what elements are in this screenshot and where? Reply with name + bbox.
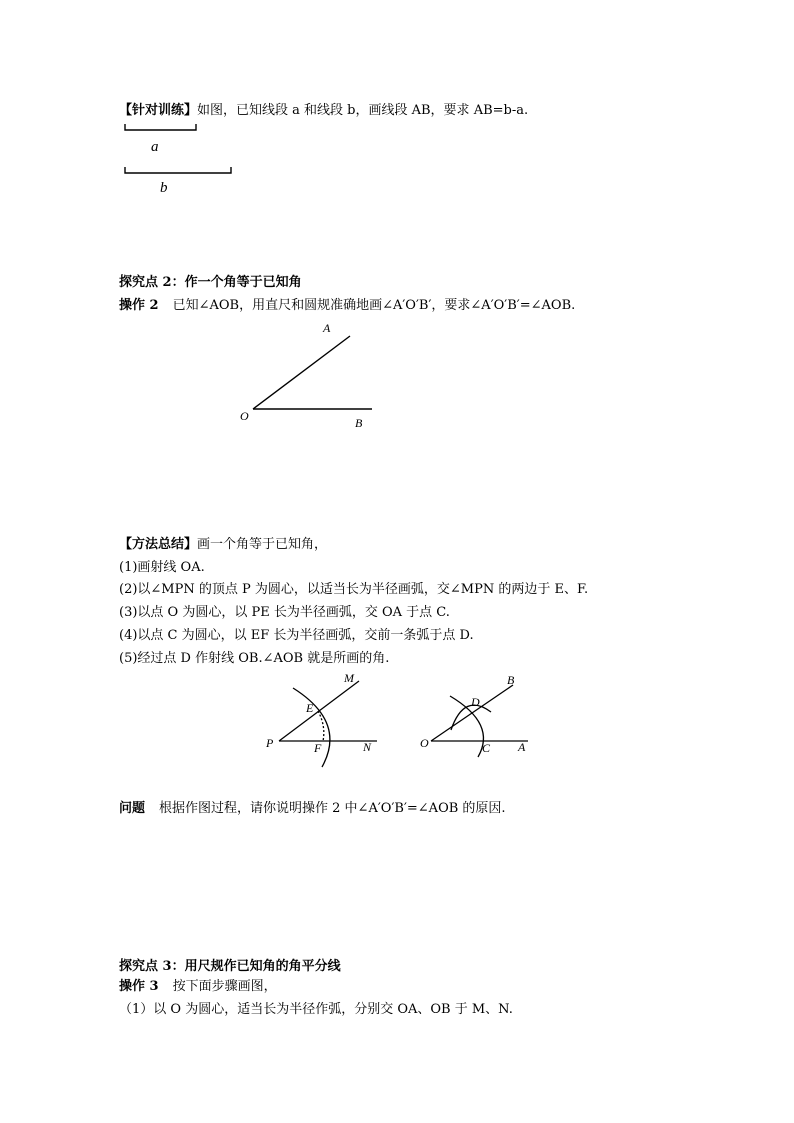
segment-a (125, 124, 196, 130)
section3-step-1: （1）以 O 为圆心，适当长为半径作弧，分别交 OA、OB 于 M、N. (119, 1002, 513, 1017)
segment-b (125, 167, 231, 173)
label-O2: O (420, 736, 429, 750)
practice-tag: 【针对训练】 (119, 103, 198, 118)
method-intro: 画一个角等于已知角， (197, 537, 328, 552)
arc-from-c (451, 705, 491, 730)
method-step-2: (2)以∠MPN 的顶点 P 为圆心，以适当长为半径画弧，交∠MPN 的两边于 E、F. (119, 582, 589, 597)
label-E: E (306, 701, 314, 715)
ray-ob2 (431, 685, 513, 741)
label-N: N (363, 740, 372, 754)
label-M: M (344, 671, 354, 685)
section2-op-label: 操作 2 (119, 298, 159, 313)
method-step-4: (4)以点 C 为圆心，以 EF 长为半径画弧，交前一条弧于点 D. (119, 628, 474, 643)
ray-oa (253, 336, 350, 409)
section3-title: 探究点 3：用尺规作已知角的角平分线 (119, 959, 341, 974)
question-text: 根据作图过程，请你说明操作 2 中∠A′O′B′=∠AOB 的原因. (159, 801, 506, 816)
section2-operation (119, 297, 575, 315)
section2-op-text: 已知∠AOB，用直尺和圆规准确地画∠A′O′B′，要求∠A′O′B′=∠AOB. (172, 298, 576, 313)
chord-ef (318, 711, 324, 741)
section3-op-text: 按下面步骤画图， (172, 979, 277, 994)
method-heading (119, 536, 327, 554)
section2-title: 探究点 2：作一个角等于已知角 (119, 275, 302, 290)
section3-operation (119, 978, 277, 996)
method-step-3: (3)以点 O 为圆心，以 PE 长为半径画弧，交 OA 于点 C. (119, 605, 450, 620)
label-B: B (355, 416, 363, 430)
label-P: P (266, 736, 274, 750)
label-C: C (482, 741, 491, 755)
practice-text: 如图，已知线段 a 和线段 b，画线段 AB，要求 AB=b-a. (197, 103, 529, 118)
label-A: A (323, 321, 331, 335)
practice-paragraph (119, 102, 528, 120)
question-paragraph (119, 800, 506, 818)
method-step-5: (5)经过点 D 作射线 OB.∠AOB 就是所画的角. (119, 651, 390, 666)
label-D: D (471, 695, 480, 709)
label-O: O (240, 409, 249, 423)
segment-b-label: b (160, 180, 168, 196)
segment-a-label: a (151, 139, 159, 155)
label-B2: B (507, 673, 515, 687)
method-step-1: (1)画射线 OA. (119, 560, 205, 575)
ray-pm (279, 681, 359, 741)
label-F: F (314, 741, 322, 755)
method-tag: 【方法总结】 (119, 537, 198, 552)
section3-op-label: 操作 3 (119, 979, 159, 994)
arc-from-o (450, 696, 483, 757)
question-label: 问题 (119, 801, 146, 816)
arc-ef (293, 688, 330, 767)
label-A2: A (518, 740, 526, 754)
